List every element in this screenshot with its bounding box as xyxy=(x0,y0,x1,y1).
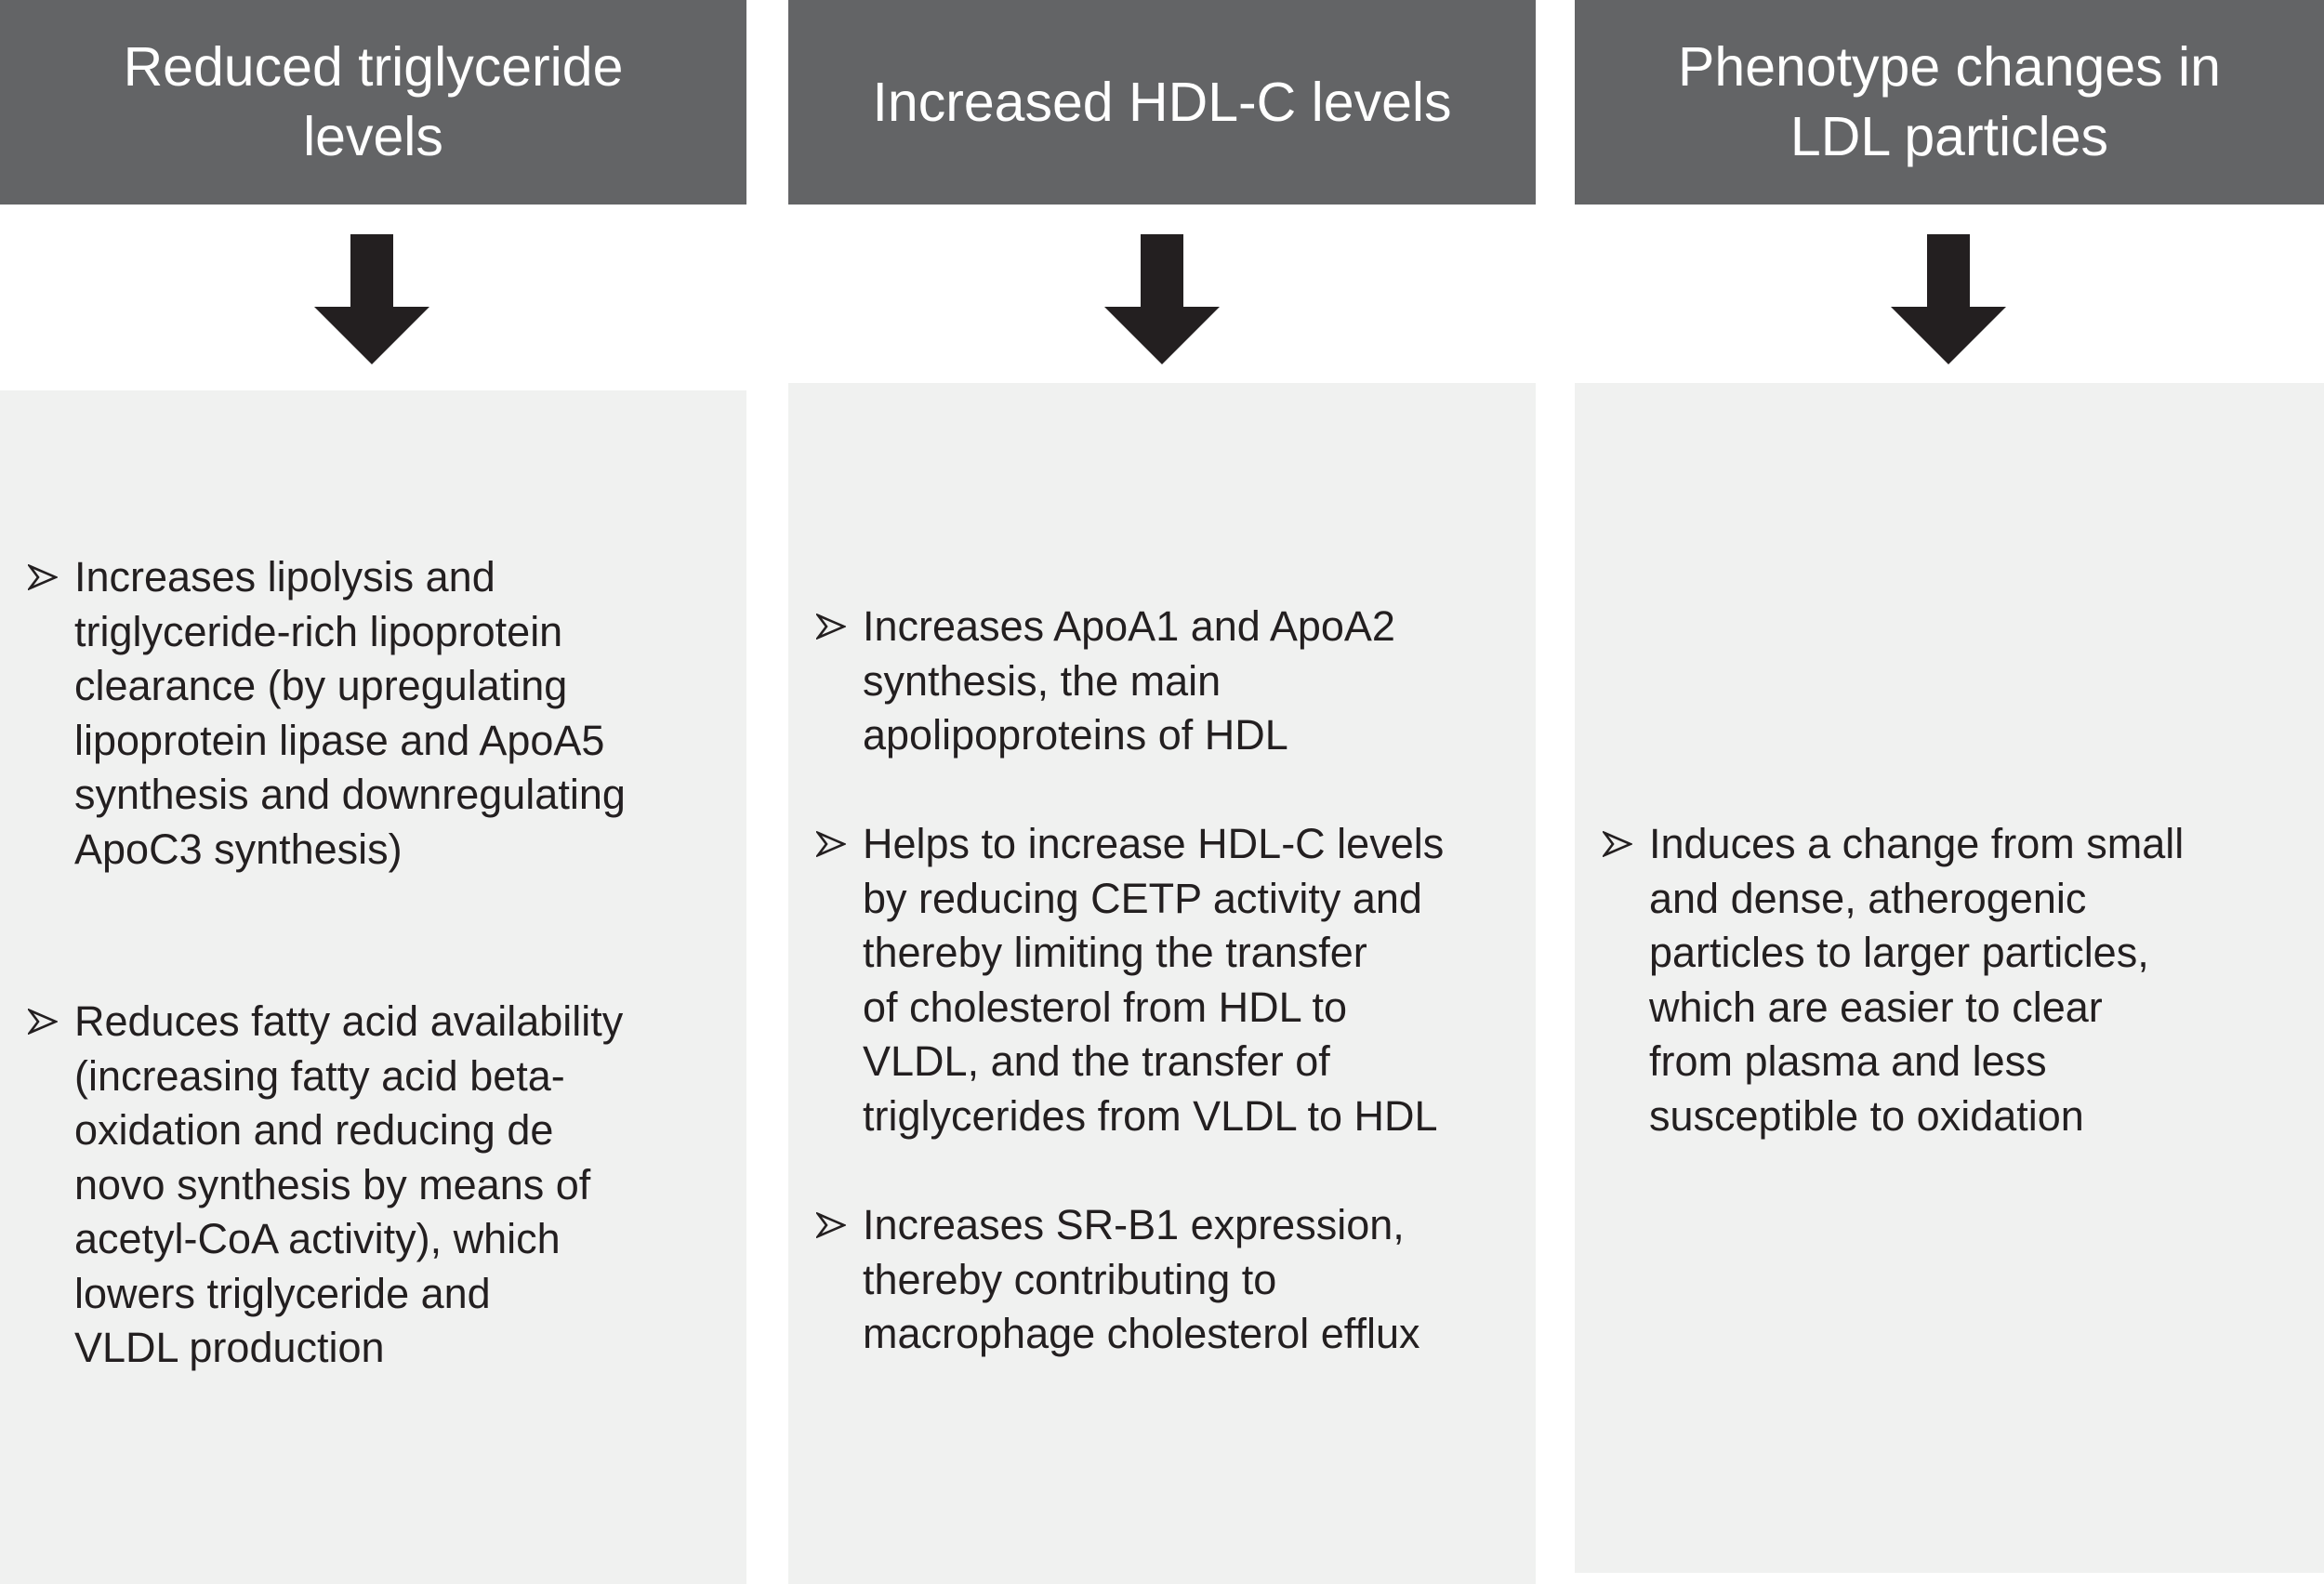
header-triglyceride: Reduced triglyceride levels xyxy=(0,0,746,205)
down-arrow-icon xyxy=(1891,234,2006,364)
panel-hdl xyxy=(788,383,1536,1584)
panel-triglyceride xyxy=(0,390,746,1584)
arrowhead-bullet-icon xyxy=(28,995,74,1049)
bullet-text: Increases lipolysis and triglyceride-rich lipoprotein clearance (by upregulating lipoprotein lipase and ApoA5 synthesis and downregulating ApoC3 synthesis) xyxy=(74,553,626,873)
bullet-text: Induces a change from small and dense, atherogenic particles to larger particles, which are easier to clear from plasma and less susceptible to oxidation xyxy=(1649,820,2185,1140)
bullet-text: Increases ApoA1 and ApoA2 synthesis, the main apolipoproteins of HDL xyxy=(863,602,1395,759)
list-item xyxy=(1603,817,2305,1143)
arrowhead-bullet-icon xyxy=(1603,817,1649,871)
bullet-text: Helps to increase HDL-C levels by reducing CETP activity and thereby limiting the transfer of cholesterol from HDL to VLDL, and the transfer of triglycerides from VLDL to HDL xyxy=(863,820,1445,1140)
arrowhead-bullet-icon xyxy=(816,1198,863,1252)
header-hdl: Increased HDL-C levels xyxy=(788,0,1536,205)
panel-ldl xyxy=(1575,383,2324,1573)
bullet-text: Increases SR-B1 expression, thereby contributing to macrophage cholesterol efflux xyxy=(863,1201,1420,1357)
arrowhead-bullet-icon xyxy=(816,817,863,871)
list-item xyxy=(28,995,728,1376)
list-item xyxy=(816,600,1517,763)
arrowhead-bullet-icon xyxy=(28,550,74,604)
list-item xyxy=(28,550,728,877)
down-arrow-icon xyxy=(1104,234,1220,364)
list-item xyxy=(816,1198,1517,1362)
list-item xyxy=(816,817,1517,1143)
down-arrow-icon xyxy=(314,234,429,364)
header-ldl: Phenotype changes in LDL particles xyxy=(1575,0,2324,205)
bullet-text: Reduces fatty acid availability (increasing fatty acid beta- oxidation and reducing de novo synthesis by means of acetyl-CoA activity), which lowers triglyceride and VLDL production xyxy=(74,997,624,1371)
arrowhead-bullet-icon xyxy=(816,600,863,653)
